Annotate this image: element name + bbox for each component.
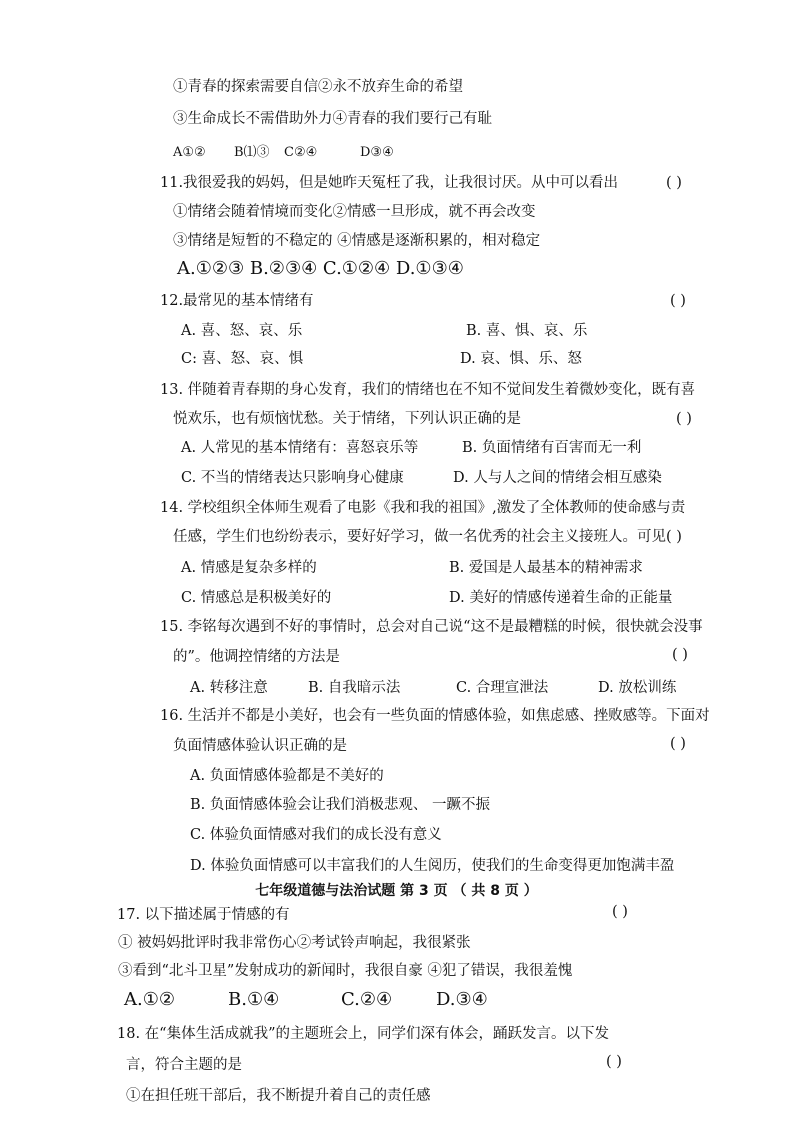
- q17-stem: 17. 以下描述属于情感的有: [117, 907, 290, 923]
- q10-option-d: D③④: [360, 145, 394, 160]
- q10-item-2: ③生命成长不需借助外力④青春的我们要行己有耻: [173, 111, 492, 127]
- q14-stem-line-2: 任感，学生们也纷纷表示，要好好学习，做一名优秀的社会主义接班人。可见( ): [173, 529, 682, 545]
- q17-option-b: B.①④: [228, 989, 280, 1010]
- q12-option-c: C: 喜、怒、哀、惧: [181, 351, 304, 367]
- q14-option-d: D. 美好的情感传递着生命的正能量: [449, 590, 673, 606]
- q10-item-1: ①青春的探索需要自信②永不放弃生命的希望: [173, 79, 463, 95]
- q14-option-b: B. 爱国是人最基本的精神需求: [449, 560, 643, 576]
- q14-option-a: A. 情感是复杂多样的: [181, 560, 317, 576]
- q13-stem-line-2: 悦欢乐，也有烦恼忧愁。关于情绪，下列认识正确的是: [173, 411, 521, 427]
- q17-answer-bracket: ( ): [612, 904, 628, 920]
- q14-option-c: C. 情感总是积极美好的: [181, 590, 332, 606]
- q16-stem-line-2: 负面情感体验认识正确的是: [173, 738, 347, 754]
- q10-option-a: A①②: [173, 145, 206, 160]
- q12-answer-bracket: ( ): [670, 293, 686, 309]
- q17-item-1: ① 被妈妈批评时我非常伤心②考试铃声响起，我很紧张: [118, 935, 471, 951]
- q13-option-a: A. 人常见的基本情绪有：喜怒哀乐等: [181, 440, 419, 456]
- q16-answer-bracket: ( ): [670, 736, 686, 752]
- q15-option-a: A. 转移注意: [190, 680, 268, 696]
- q18-stem-line-2: 言，符合主题的是: [126, 1057, 242, 1073]
- q11-answer-bracket: ( ): [666, 175, 682, 191]
- q18-stem-line-1: 18. 在“集体生活成就我”的主题班会上，同学们深有体会，踊跃发言。以下发: [117, 1026, 609, 1042]
- q16-stem-line-1: 16. 生活并不都是小美好，也会有一些负面的情感体验，如焦虑感、挫败感等。下面对: [160, 708, 710, 724]
- q13-option-b: B. 负面情绪有百害而无一利: [462, 440, 642, 456]
- q15-option-b: B. 自我暗示法: [308, 680, 401, 696]
- q18-item-1: ①在担任班干部后，我不断提升着自己的责任感: [126, 1088, 431, 1104]
- q12-option-d: D. 哀、惧、乐、怒: [460, 351, 582, 367]
- q11-item-2: ③情绪是短暂的不稳定的 ④情感是逐渐积累的，相对稳定: [173, 233, 541, 249]
- q17-item-2: ③看到“北斗卫星”发射成功的新闻时，我很自豪 ④犯了错误，我很羞愧: [118, 963, 573, 979]
- q10-option-b: B⑴③: [234, 145, 270, 160]
- page-footer: 七年级道德与法治试题 第 3 页 （ 共 8 页 ）: [255, 883, 538, 899]
- q10-option-c: C②④: [284, 145, 318, 160]
- q17-option-a: A.①②: [124, 989, 175, 1010]
- q15-option-c: C. 合理宣泄法: [456, 680, 549, 696]
- q14-stem-line-1: 14. 学校组织全体师生观看了电影《我和我的祖国》,激发了全体教师的使命感与责: [160, 500, 686, 516]
- q18-answer-bracket: ( ): [606, 1054, 622, 1070]
- q17-option-d: D.③④: [436, 989, 488, 1010]
- q11-options: A.①②③ B.②③④ C.①②④ D.①③④: [177, 258, 464, 279]
- q16-option-a: A. 负面情感体验都是不美好的: [190, 768, 384, 784]
- q15-stem-line-2: 的”。他调控情绪的方法是: [173, 649, 340, 665]
- q12-option-b: B. 喜、惧、哀、乐: [466, 323, 588, 339]
- q16-option-b: B. 负面情感体验会让我们消极悲观、 一蹶不振: [190, 797, 490, 813]
- q11-item-1: ①情绪会随着情境而变化②情感一旦形成，就不再会改变: [173, 204, 536, 220]
- q12-option-a: A. 喜、怒、哀、乐: [181, 323, 303, 339]
- q12-stem: 12.最常见的基本情绪有: [160, 293, 314, 309]
- q13-option-d: D. 人与人之间的情绪会相互感染: [453, 470, 662, 486]
- q11-stem: 11.我很爱我的妈妈，但是她昨天冤枉了我，让我很讨厌。从中可以看出: [160, 175, 619, 191]
- q16-option-c: C. 体验负面情感对我们的成长没有意义: [190, 827, 442, 843]
- q16-option-d: D. 体验负面情感可以丰富我们的人生阅历，使我们的生命变得更加饱满丰盈: [190, 858, 675, 874]
- q13-option-c: C. 不当的情绪表达只影响身心健康: [181, 470, 404, 486]
- q15-option-d: D. 放松训练: [598, 680, 677, 696]
- q15-answer-bracket: ( ): [672, 647, 688, 663]
- q17-option-c: C.②④: [341, 989, 393, 1010]
- q13-stem-line-1: 13. 伴随着青春期的身心发育，我们的情绪也在不知不觉间发生着微妙变化，既有喜: [160, 382, 696, 398]
- q13-answer-bracket: ( ): [676, 411, 692, 427]
- q15-stem-line-1: 15. 李铭每次遇到不好的事情时，总会对自己说“这不是最糟糕的时候，很快就会没事: [160, 619, 703, 635]
